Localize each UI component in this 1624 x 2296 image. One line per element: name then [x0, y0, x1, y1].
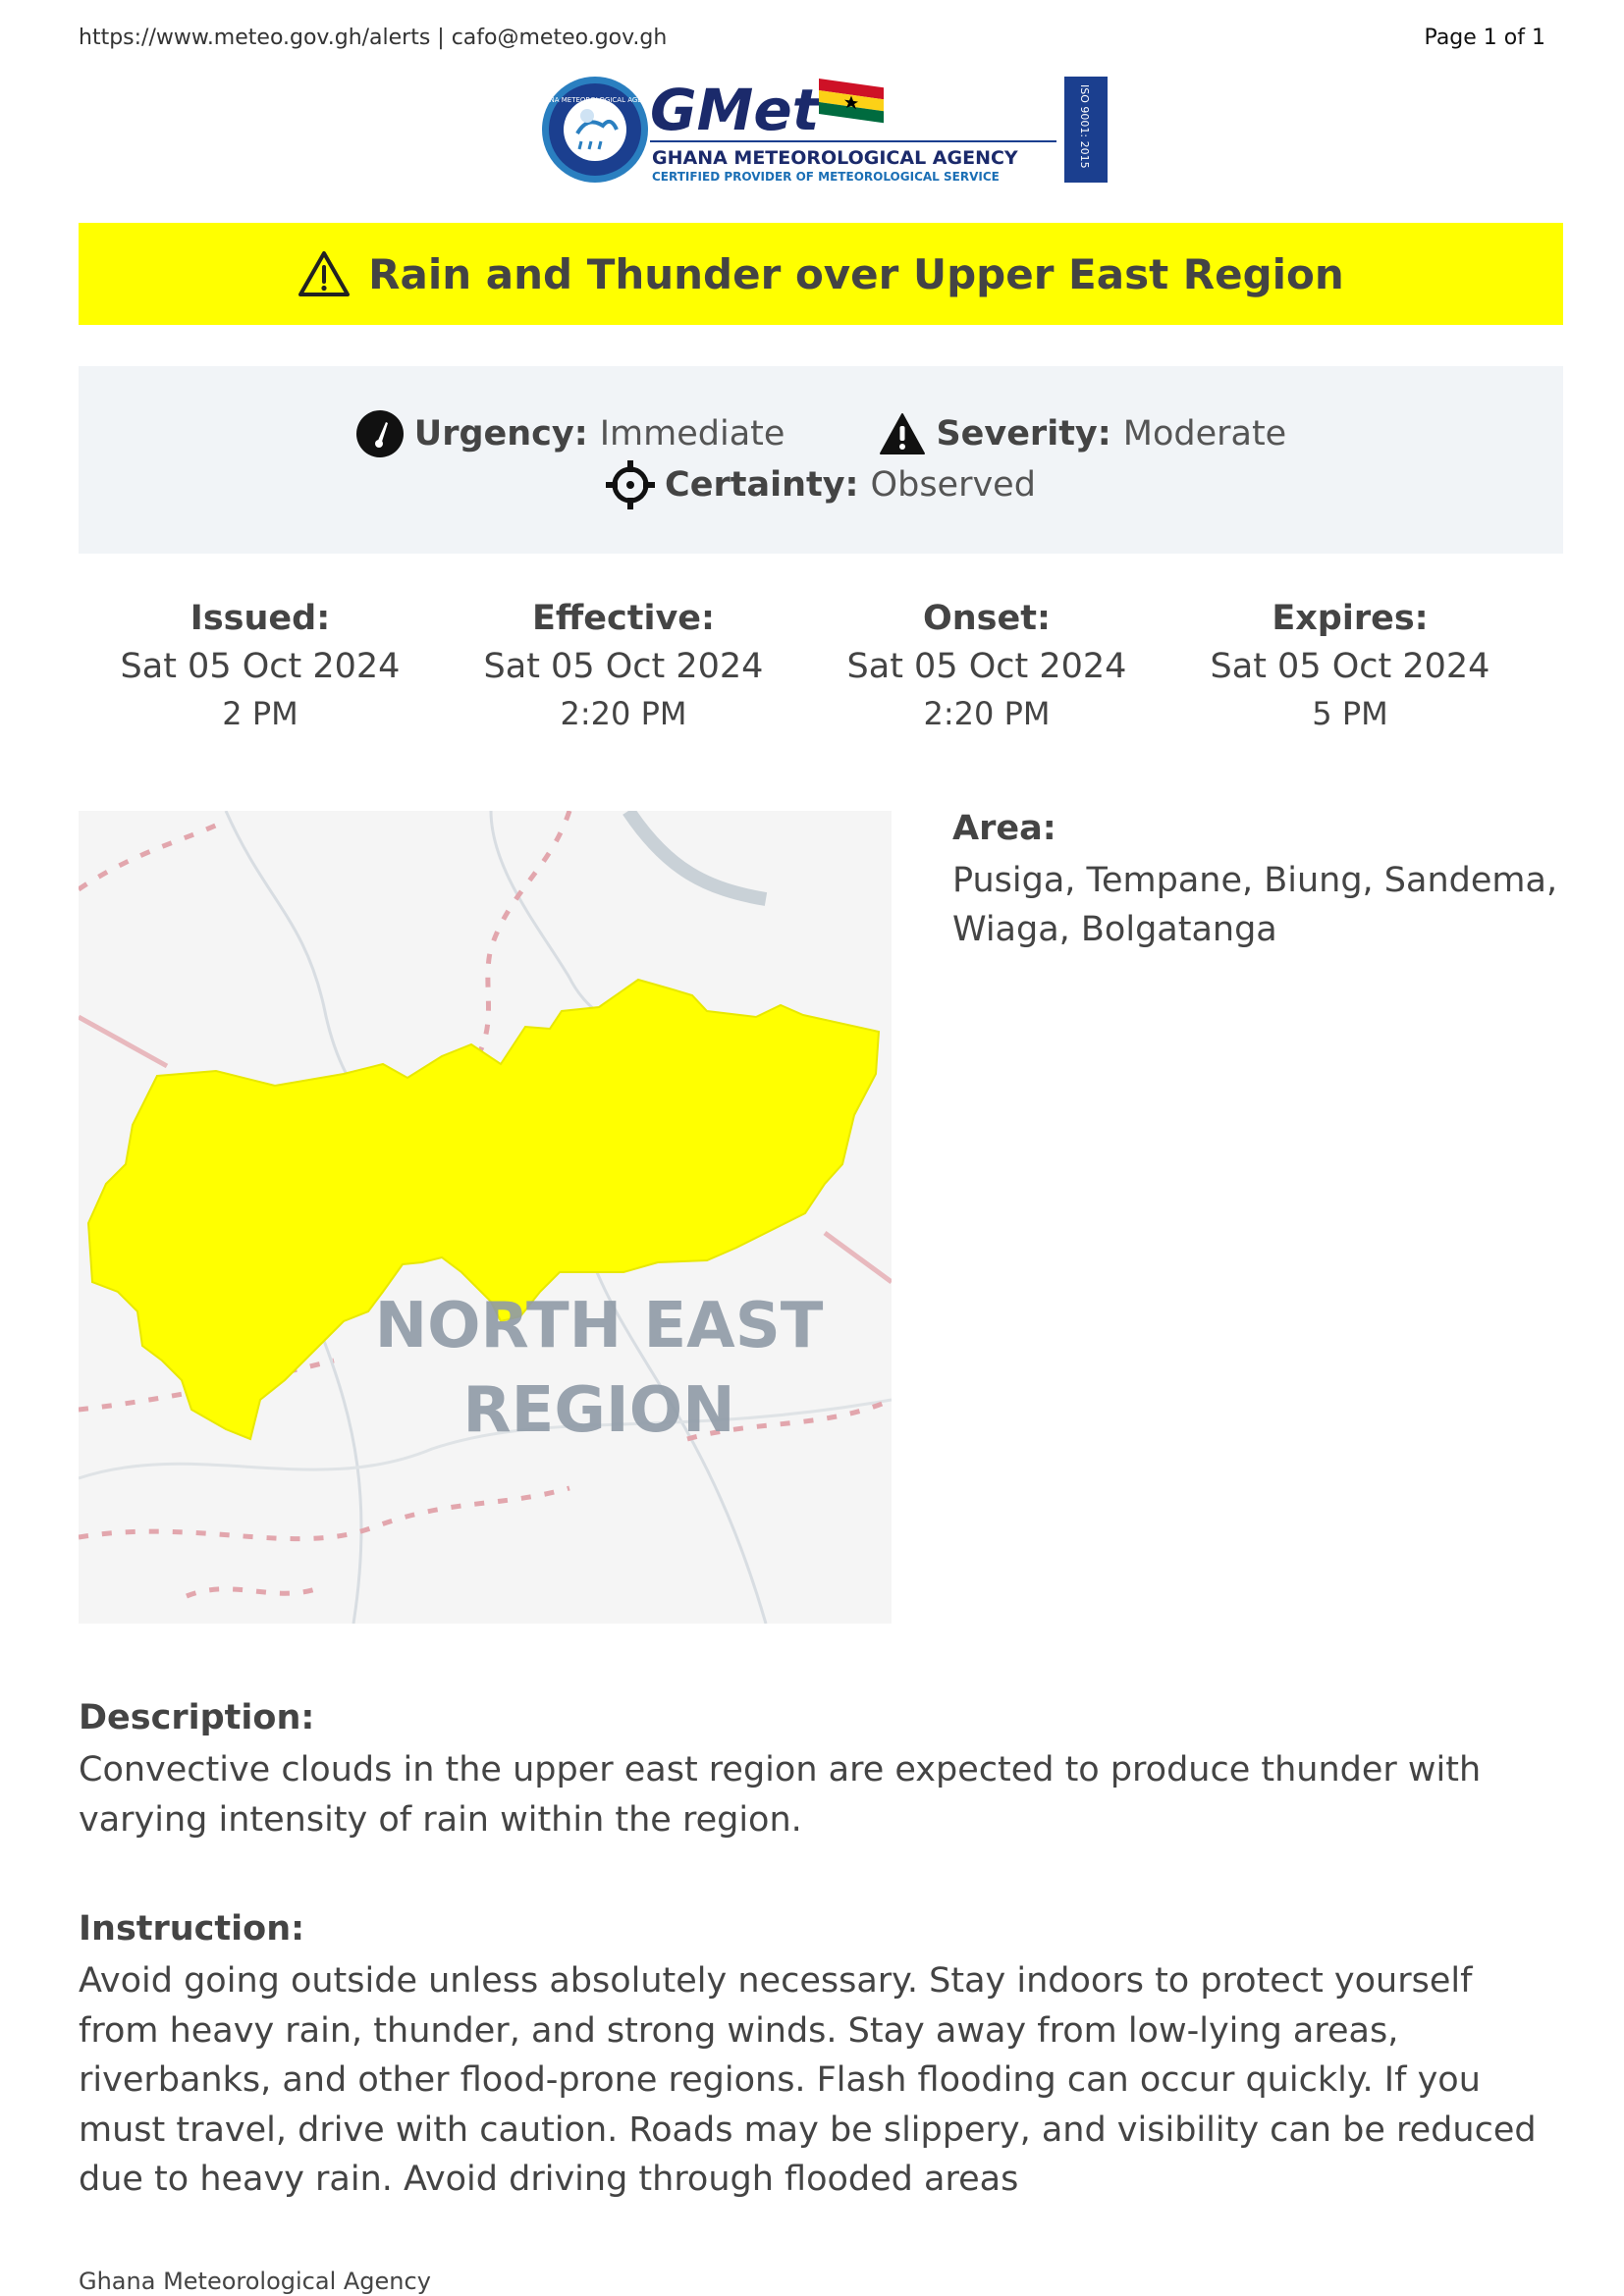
page-number: Page 1 of 1	[1424, 26, 1545, 50]
time-value: 2 PM	[222, 695, 298, 732]
description-text: Convective clouds in the upper east region are expected to produce thunder with varying intensity of rain within the region.	[79, 1750, 1482, 1840]
certainty-item	[606, 460, 1036, 509]
date-expires	[1168, 595, 1532, 736]
footer-agency: Ghana Meteorological Agency	[79, 2268, 431, 2295]
urgency-value: Immediate	[599, 414, 785, 454]
date-label: Onset:	[923, 599, 1051, 638]
header-url-contact[interactable]: https://www.meteo.gov.gh/alerts | cafo@meteo.gov.gh	[79, 26, 668, 50]
time-value: 5 PM	[1312, 695, 1388, 732]
warning-icon	[879, 412, 926, 455]
date-issued	[79, 595, 442, 736]
urgency-item	[355, 409, 785, 458]
iso-badge: ISO 9001: 2015	[1078, 84, 1091, 169]
speedometer-icon	[355, 409, 405, 458]
meta-row-1	[79, 409, 1563, 458]
date-value: Sat 05 Oct 2024	[1210, 647, 1490, 686]
time-value: 2:20 PM	[560, 695, 687, 732]
date-value: Sat 05 Oct 2024	[846, 647, 1127, 686]
certainty-value: Observed	[870, 465, 1036, 505]
alert-banner	[79, 223, 1563, 325]
alert-meta-box	[79, 366, 1563, 554]
date-value: Sat 05 Oct 2024	[483, 647, 764, 686]
area-section	[952, 805, 1563, 954]
severity-value: Moderate	[1122, 414, 1287, 454]
description-label: Description:	[79, 1698, 315, 1737]
gmet-logo-graphic	[538, 73, 1108, 187]
logo-wordmark: GMet	[650, 77, 820, 143]
date-effective	[442, 595, 805, 736]
map-region-label-line1: NORTH EAST	[374, 1290, 824, 1362]
date-onset	[805, 595, 1168, 736]
logo-tagline: CERTIFIED PROVIDER OF METEOROLOGICAL SERVICE	[652, 170, 1000, 184]
crosshair-icon	[606, 460, 655, 509]
instruction-text: Avoid going outside unless absolutely necessary. Stay indoors to protect yourself from heavy rain, thunder, and strong winds. Stay away from low-lying areas, riverbanks, and other flood-prone regions. Flash flooding can occur quickly. If you must travel, drive with caution. Roads may be slippery, and visibility can be reduced due to heavy rain. Avoid driving through flooded areas	[79, 1961, 1537, 2199]
alert-title: Rain and Thunder over Upper East Region	[368, 249, 1344, 298]
date-label: Expires:	[1272, 599, 1429, 638]
alert-map	[79, 811, 892, 1624]
map-region-label-line2: REGION	[462, 1374, 735, 1447]
certainty-label: Certainty:	[665, 465, 859, 505]
map-graphic	[79, 811, 892, 1624]
instruction-section	[79, 1905, 1563, 2205]
time-value: 2:20 PM	[923, 695, 1051, 732]
seal-text: GHANA METEOROLOGICAL AGENCY	[538, 96, 657, 104]
severity-item	[879, 412, 1286, 455]
area-label: Area:	[952, 809, 1056, 848]
description-section	[79, 1694, 1563, 1844]
date-label: Effective:	[531, 599, 716, 638]
warning-triangle-icon	[298, 250, 351, 297]
alert-dates	[79, 595, 1563, 742]
date-label: Issued:	[189, 599, 331, 638]
date-value: Sat 05 Oct 2024	[120, 647, 401, 686]
gmet-logo	[538, 73, 1108, 187]
instruction-label: Instruction:	[79, 1909, 305, 1949]
area-value: Pusiga, Tempane, Biung, Sandema, Wiaga, Bolgatanga	[952, 861, 1558, 949]
meta-row-2	[79, 460, 1563, 509]
urgency-label: Urgency:	[413, 414, 588, 454]
logo-agency-name: GHANA METEOROLOGICAL AGENCY	[652, 147, 1018, 169]
severity-label: Severity:	[936, 414, 1111, 454]
